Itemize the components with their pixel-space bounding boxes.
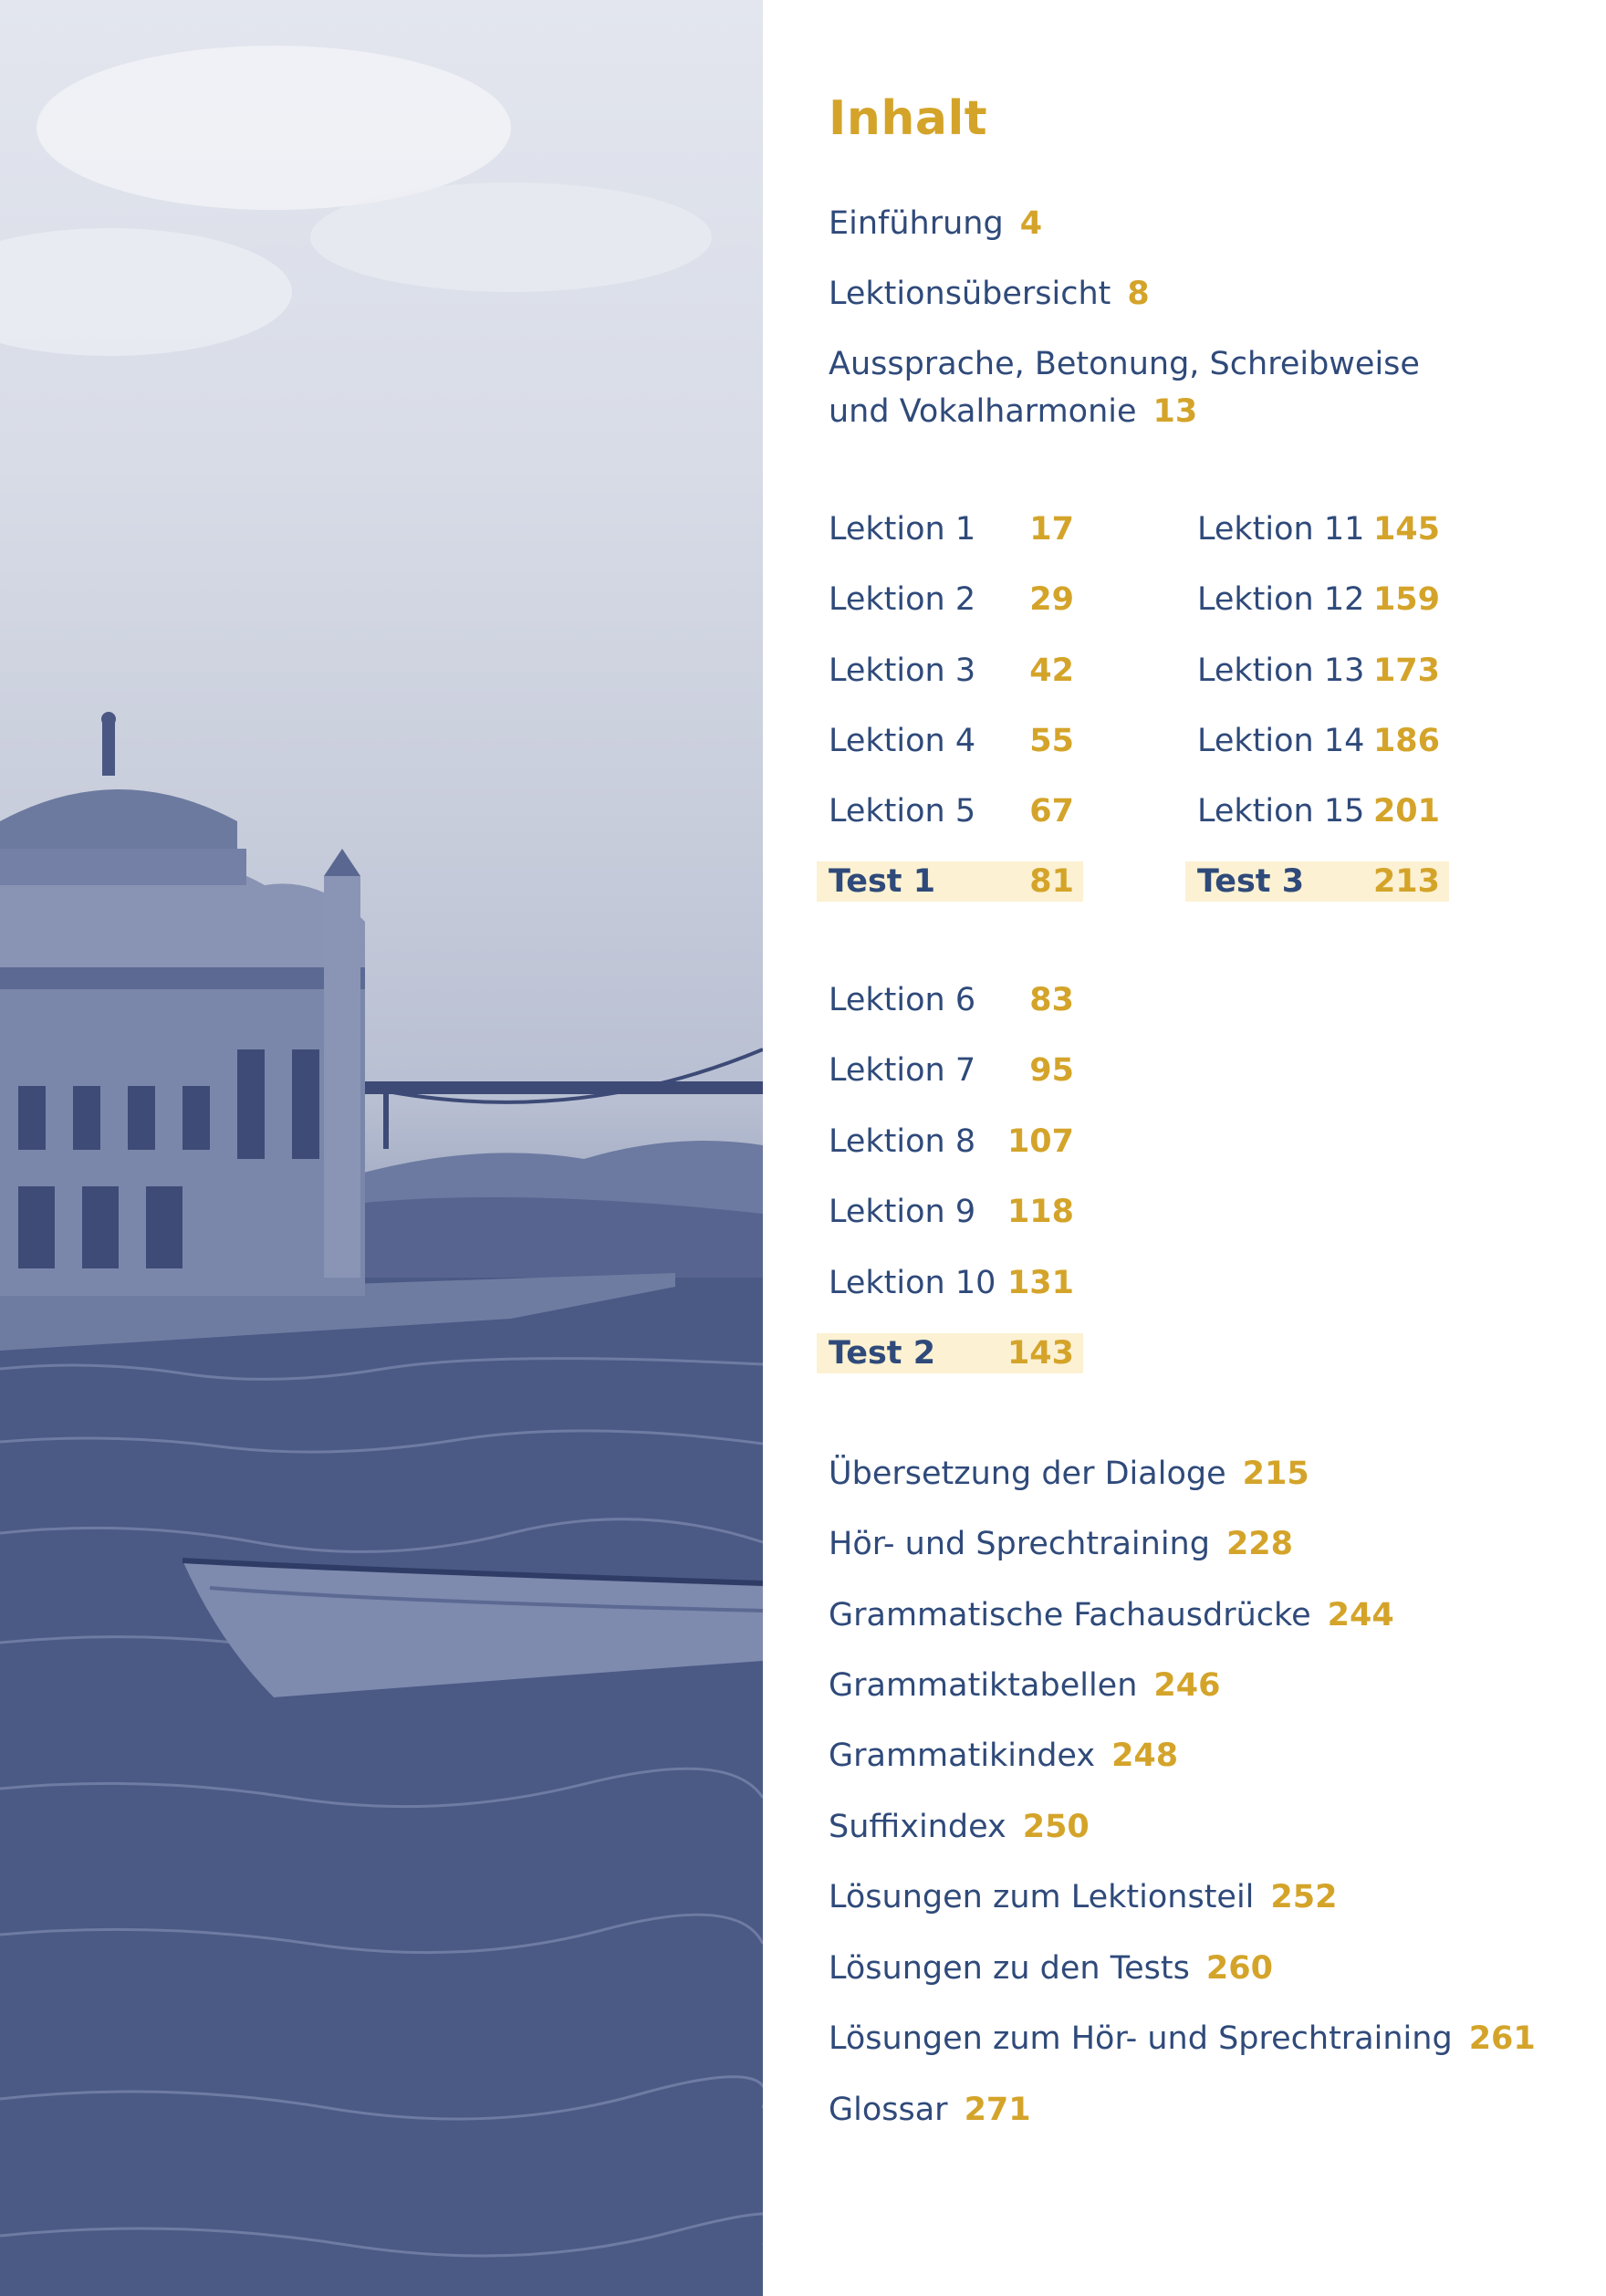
toc-lesson-page: 55: [1029, 723, 1074, 759]
toc-test-page: 143: [1006, 1335, 1074, 1372]
toc-entry-page: 228: [1225, 1526, 1294, 1562]
toc-entry-page: 271: [964, 2092, 1031, 2128]
cover-photo: [0, 0, 763, 2296]
toc-entry-page: 4: [1019, 205, 1043, 242]
toc-entry-label: Einführung: [829, 205, 1004, 242]
toc-lesson-row[interactable]: [829, 791, 1074, 831]
toc-lesson-row[interactable]: [829, 1263, 1074, 1303]
toc-lesson-row[interactable]: [829, 721, 1074, 761]
toc-entry-page: 244: [1327, 1597, 1394, 1633]
toc-lesson-row[interactable]: [829, 1122, 1074, 1162]
toc-entry[interactable]: [829, 388, 1197, 435]
toc-lesson-page: 107: [1006, 1123, 1074, 1160]
toc-entry-page: 215: [1242, 1456, 1309, 1492]
toc-lesson-label: Lektion 3: [829, 652, 976, 689]
toc-lesson-page: 186: [1372, 723, 1440, 759]
toc-lesson-page: 29: [1029, 581, 1074, 618]
toc-entry[interactable]: [829, 1520, 1293, 1568]
toc-lesson-row[interactable]: [829, 509, 1074, 549]
toc-lesson-page: 17: [1029, 511, 1074, 548]
toc-entry[interactable]: [829, 1592, 1394, 1639]
toc-entry[interactable]: [829, 1945, 1273, 1992]
toc-entry[interactable]: [829, 340, 1420, 388]
toc-entry-label: Grammatikindex: [829, 1738, 1096, 1774]
toc-lesson-label: Lektion 15: [1197, 793, 1365, 830]
toc-lesson-label: Lektion 2: [829, 581, 976, 618]
toc-lesson-page: 159: [1372, 581, 1440, 618]
toc-test-page: 213: [1372, 863, 1440, 900]
toc-entry[interactable]: [829, 1732, 1178, 1779]
toc-test-label: Test 3: [1197, 863, 1305, 900]
toc-entry[interactable]: [829, 2015, 1536, 2062]
toc-lesson-row[interactable]: [1197, 509, 1440, 549]
istanbul-mosque-illustration: [0, 0, 763, 2296]
toc-lesson-label: Lektion 1: [829, 511, 976, 548]
toc-entry-page: 260: [1205, 1950, 1273, 1987]
toc-entry[interactable]: [829, 1662, 1220, 1709]
toc-entry-page: 250: [1022, 1809, 1090, 1845]
toc-test-label: Test 1: [829, 863, 936, 900]
toc-entry[interactable]: [829, 2086, 1031, 2134]
toc-lesson-page: 118: [1006, 1194, 1074, 1230]
toc-lesson-row[interactable]: [829, 980, 1074, 1020]
toc-test-row[interactable]: [829, 861, 1074, 902]
toc-entry[interactable]: [829, 1803, 1090, 1851]
toc-entry-page: 248: [1111, 1738, 1179, 1774]
toc-lesson-row[interactable]: [1197, 791, 1440, 831]
toc-entry-page: 252: [1270, 1879, 1338, 1915]
toc-lesson-label: Lektion 11: [1197, 511, 1365, 548]
toc-lesson-row[interactable]: [829, 1192, 1074, 1232]
toc-entry[interactable]: [829, 270, 1150, 318]
toc-entry-label: Suffixindex: [829, 1809, 1006, 1845]
toc-entry[interactable]: [829, 1450, 1309, 1498]
toc-test-label: Test 2: [829, 1335, 936, 1372]
toc-test-row[interactable]: [1197, 861, 1440, 902]
toc-lesson-row[interactable]: [829, 651, 1074, 691]
toc-lesson-label: Lektion 14: [1197, 723, 1365, 759]
toc-title: Inhalt: [829, 91, 988, 146]
toc-test-page: 81: [1029, 863, 1074, 900]
toc-lesson-page: 95: [1029, 1052, 1074, 1089]
toc-lesson-page: 67: [1029, 793, 1074, 830]
toc-lesson-label: Lektion 9: [829, 1194, 976, 1230]
toc-entry-label: Lösungen zum Hör- und Sprechtraining: [829, 2020, 1453, 2057]
toc-entry-page: 13: [1152, 393, 1198, 430]
toc-test-row[interactable]: [829, 1333, 1074, 1373]
toc-lesson-label: Lektion 5: [829, 793, 976, 830]
toc-lesson-label: Lektion 12: [1197, 581, 1365, 618]
toc-lesson-label: Lektion 8: [829, 1123, 976, 1160]
toc-lesson-label: Lektion 4: [829, 723, 976, 759]
toc-entry-label: Lektionsübersicht: [829, 276, 1111, 312]
table-of-contents: [763, 0, 1606, 2296]
toc-entry[interactable]: [829, 200, 1042, 247]
toc-entry-label: Lösungen zu den Tests: [829, 1950, 1190, 1987]
toc-lesson-row[interactable]: [1197, 651, 1440, 691]
toc-entry-label: Übersetzung der Dialoge: [829, 1456, 1226, 1492]
toc-entry-page: 246: [1153, 1667, 1221, 1704]
toc-entry-label: Aussprache, Betonung, Schreibweise: [829, 346, 1420, 382]
toc-lesson-page: 42: [1029, 652, 1074, 689]
toc-entry-label: und Vokalharmonie: [829, 393, 1137, 430]
toc-lesson-row[interactable]: [829, 579, 1074, 620]
toc-lesson-row[interactable]: [1197, 721, 1440, 761]
toc-entry-label: Lösungen zum Lektionsteil: [829, 1879, 1255, 1915]
toc-lesson-label: Lektion 7: [829, 1052, 976, 1089]
toc-lesson-label: Lektion 13: [1197, 652, 1365, 689]
toc-entry-page: 261: [1468, 2020, 1536, 2057]
toc-lesson-page: 173: [1372, 652, 1440, 689]
toc-lesson-page: 201: [1372, 793, 1440, 830]
toc-entry-label: Grammatiktabellen: [829, 1667, 1138, 1704]
toc-lesson-row[interactable]: [1197, 579, 1440, 620]
toc-lesson-row[interactable]: [829, 1050, 1074, 1091]
toc-lesson-page: 145: [1372, 511, 1440, 548]
toc-entry-label: Glossar: [829, 2092, 948, 2128]
toc-entry[interactable]: [829, 1873, 1337, 1921]
toc-entry-page: 8: [1127, 276, 1150, 312]
toc-lesson-label: Lektion 6: [829, 982, 976, 1018]
toc-entry-label: Hör- und Sprechtraining: [829, 1526, 1210, 1562]
toc-lesson-label: Lektion 10: [829, 1265, 996, 1301]
toc-lesson-page: 131: [1006, 1265, 1074, 1301]
toc-lesson-page: 83: [1029, 982, 1074, 1018]
toc-entry-label: Grammatische Fachausdrücke: [829, 1597, 1311, 1633]
